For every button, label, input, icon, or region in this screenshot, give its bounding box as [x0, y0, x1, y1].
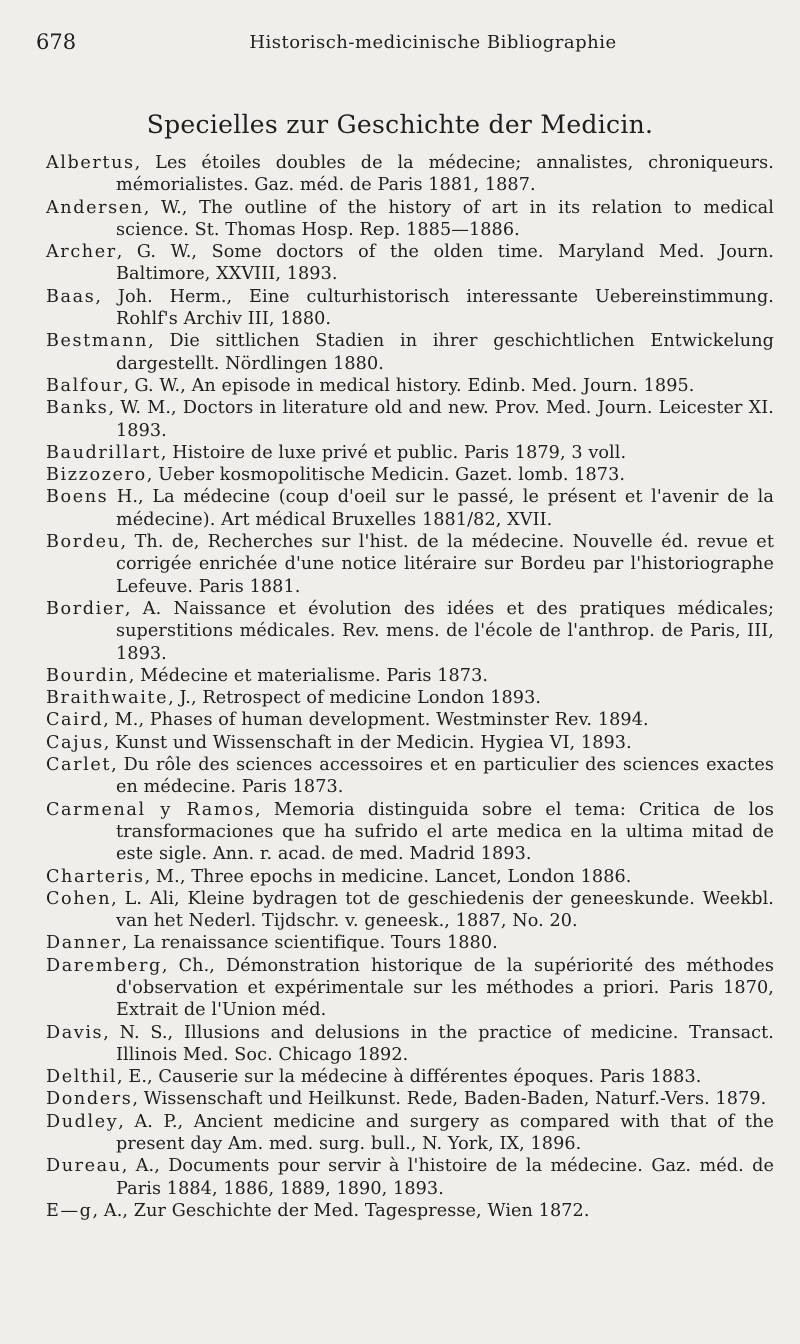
bibliography-list	[46, 152, 774, 1222]
bibliography-entry	[46, 687, 774, 709]
entry-citation: , M., Phases of human development. Westminster Rev. 1894.	[103, 710, 649, 731]
entry-author: Cajus	[46, 732, 104, 753]
entry-citation: , Ueber kosmopolitische Medicin. Gazet. lomb. 1873.	[146, 465, 626, 486]
entry-author: Andersen	[46, 197, 144, 218]
bibliography-entry	[46, 286, 774, 331]
bibliography-entry	[46, 799, 774, 866]
bibliography-entry	[46, 1111, 774, 1156]
bibliography-entry	[46, 888, 774, 933]
section-title: Specielles zur Geschichte der Medicin.	[146, 110, 654, 139]
entry-author: Balfour	[46, 375, 124, 396]
entry-author: Dudley	[46, 1111, 119, 1132]
entry-citation: H., La médecine (coup d'oeil sur le passé, le présent et l'avenir de la médecine). Art médical Bruxelles 1881/82, XVII.	[108, 487, 774, 530]
entry-citation: , Joh. Herm., Eine culturhistorisch interessante Uebereinstimmung. Rohlf's Archiv III, 1880.	[95, 286, 774, 330]
entry-citation: , Kunst und Wissenschaft in der Medicin. Hygiea VI, 1893.	[103, 732, 632, 753]
entry-citation: , La renaissance scientifique. Tours 1880.	[121, 933, 498, 954]
entry-author: Carlet	[46, 755, 112, 776]
bibliography-entry	[46, 531, 774, 598]
entry-citation: , E., Causerie sur la médecine à différentes époques. Paris 1883.	[117, 1067, 702, 1088]
entry-citation: , G. W., Some doctors of the olden time. Maryland Med. Journ. Baltimore, XXVIII, 1893.	[116, 242, 774, 285]
bibliography-entry	[46, 866, 774, 888]
bibliography-entry	[46, 1200, 774, 1222]
entry-author: Daremberg	[46, 955, 162, 976]
entry-author: Bizzozero	[46, 465, 147, 486]
bibliography-entry	[46, 330, 774, 375]
bibliography-entry	[46, 152, 774, 197]
bibliography-entry	[46, 1066, 774, 1088]
entry-author: Braithwaite	[46, 688, 169, 709]
bibliography-entry	[46, 486, 774, 531]
entry-citation: , Médecine et materialisme. Paris 1873.	[128, 665, 489, 686]
entry-author: Carmenal y Ramos	[46, 799, 255, 820]
entry-author: Caird	[46, 710, 104, 731]
bibliography-entry	[46, 197, 774, 242]
entry-citation: , A. P., Ancient medicine and surgery as compared with that of the present day Am. med. surg. bull., N. York, IX, 1896.	[116, 1111, 774, 1155]
entry-author: Baudrillart	[46, 442, 161, 463]
entry-author: Donders	[46, 1089, 133, 1110]
entry-author: Albertus	[46, 153, 135, 173]
entry-author: Boens	[46, 487, 109, 508]
entry-author: Bordier	[46, 598, 125, 619]
entry-author: E—g	[46, 1200, 93, 1221]
bibliography-entry	[46, 397, 774, 442]
bibliography-entry	[46, 1088, 774, 1110]
entry-author: Archer	[46, 242, 117, 263]
entry-citation: , Les étoiles doubles de la médecine; annalistes, chroniqueurs. mémorialistes. Gaz. méd. de Paris 1881, 1887.	[116, 153, 774, 196]
bibliography-entry	[46, 241, 774, 286]
bibliography-entry	[46, 955, 774, 1022]
entry-author: Bordeu	[46, 532, 121, 553]
entry-citation: , A. Naissance et évolution des idées et des pratiques médicales; superstitions médicales. Rev. mens. de l'école de l'anthrop. de Paris, III, 1893.	[116, 598, 774, 664]
entry-citation: , W. M., Doctors in literature old and new. Prov. Med. Journ. Leicester XI. 1893.	[108, 398, 774, 441]
entry-author: Danner	[46, 933, 122, 954]
entry-citation: , A., Documents pour servir à l'histoire de la médecine. Gaz. méd. de Paris 1884, 1886, 1889, 1890, 1893.	[116, 1156, 774, 1199]
entry-citation: , A., Zur Geschichte der Med. Tagespresse, Wien 1872.	[92, 1200, 590, 1221]
bibliography-entry	[46, 932, 774, 954]
entry-author: Baas	[46, 286, 96, 307]
entry-author: Davis	[46, 1022, 104, 1043]
entry-author: Bestmann	[46, 331, 149, 352]
bibliography-entry	[46, 1155, 774, 1200]
entry-citation: , Wissenschaft und Heilkunst. Rede, Baden-Baden, Naturf.-Vers. 1879.	[132, 1089, 767, 1110]
bibliography-entry	[46, 1022, 774, 1067]
bibliography-entry	[46, 598, 774, 665]
entry-author: Delthil	[46, 1067, 117, 1088]
entry-citation: , N. S., Illusions and delusions in the practice of medicine. Transact. Illinois Med. Soc. Chicago 1892.	[103, 1022, 774, 1065]
bibliography-entry	[46, 754, 774, 799]
entry-citation: , G. W., An episode in medical history. Edinb. Med. Journ. 1895.	[123, 375, 695, 396]
entry-citation: , L. Ali, Kleine bydragen tot de geschiedenis der geneeskunde. Weekbl. van het Nederl. Tijdschr. v. geneesk., 1887, No. 20.	[111, 888, 774, 932]
entry-author: Charteris	[46, 866, 145, 887]
entry-citation: , Memoria distinguida sobre el tema: Critica de los transformaciones que ha sufrido el arte medica en la ultima mitad de este sigle. Ann. r. acad. de med. Madrid 1893.	[116, 799, 774, 865]
bibliography-entry	[46, 375, 774, 397]
entry-citation: , Die sittlichen Stadien in ihrer geschichtlichen Entwickelung dargestellt. Nördlingen 1880.	[116, 331, 774, 374]
entry-citation: , Du rôle des sciences accessoires et en particulier des sciences exactes en médecine. Paris 1873.	[111, 755, 774, 798]
running-header	[36, 30, 760, 64]
entry-citation: , J., Retrospect of medicine London 1893.	[168, 688, 542, 709]
entry-citation: , M., Three epochs in medicine. Lancet, London 1886.	[144, 866, 632, 887]
bibliography-entry	[46, 464, 774, 486]
bibliography-entry	[46, 732, 774, 754]
entry-citation: , Th. de, Recherches sur l'hist. de la médecine. Nouvelle éd. revue et corrigée enrichée d'une notice litéraire sur Bordeu par l'historiographe Lefeuve. Paris 1881.	[116, 532, 774, 597]
entry-author: Dureau	[46, 1156, 122, 1177]
entry-author: Banks	[46, 398, 109, 419]
running-title: Historisch-medicinische Bibliographie	[249, 32, 617, 53]
bibliography-entry	[46, 709, 774, 731]
entry-citation: , Histoire de luxe privé et public. Paris 1879, 3 voll.	[160, 442, 627, 463]
entry-author: Bourdin	[46, 665, 129, 686]
bibliography-entry	[46, 665, 774, 687]
entry-citation: , Ch., Démonstration historique de la supériorité des méthodes d'observation et expérimentale sur les méthodes a priori. Paris 1870, Extrait de l'Union méd.	[116, 955, 774, 1021]
page-number: 678	[36, 30, 77, 54]
bibliography-entry	[46, 442, 774, 464]
entry-author: Cohen	[46, 888, 112, 909]
entry-citation: , W., The outline of the history of art in its relation to medical science. St. Thomas Hosp. Rep. 1885—1886.	[116, 197, 774, 240]
